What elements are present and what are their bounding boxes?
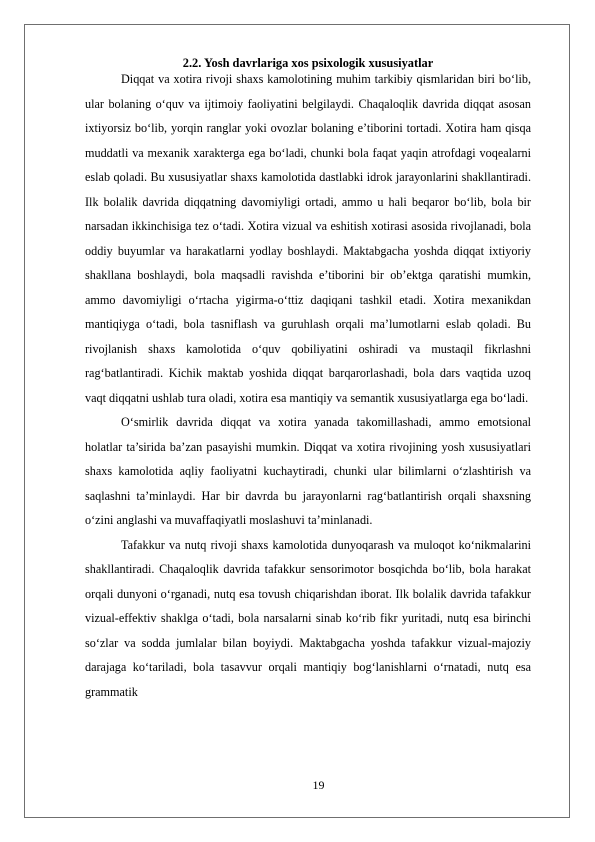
paragraph-3: Tafakkur va nutq rivoji shaxs kamolotida dunyoqarash va muloqot ko‘nikmalarini shakllantiradi. Chaqaloqlik davrida tafakkur sensorimotor bosqichda bo‘lib, bola harakat orqali dunyoni o‘rganadi, nutq esa tovush chiqarishdan iborat. Ilk bolalik davrida tafakkur vizual-effektiv shaklga o‘tadi, bola narsalarni sinab ko‘rib fikr yuritadi, nutq esa birinchi so‘zlar va sodda jumlalar bilan boyiydi. Maktabgacha yoshda tafakkur vizual-majoziy darajaga ko‘tariladi, bola tasavvur orqali mantiqiy bog‘lanishlarni o‘rnatadi, nutq esa grammatik: [85, 537, 531, 699]
section-heading: 2.2. Yosh davrlariga xos psixologik xususiyatlar: [182, 56, 434, 70]
paragraph-2: O‘smirlik davrida diqqat va xotira yanada takomillashadi, ammo emotsional holatlar ta’sirida ba’zan pasayishi mumkin. Diqqat va xotira rivojining yosh xususiyatlari shaxs kamolotida aqliy faoliyatni kuchaytiradi, chunki ular bilimlarni o‘zlashtirish va saqlashni ta’minlaydi. Har bir davrda bu jarayonlarni rag‘batlantirish orqali shaxsning o‘zini anglashi va muvaffaqiyatli moslashuvi ta’minlanadi.: [85, 415, 531, 527]
paragraph-1: Diqqat va xotira rivoji shaxs kamolotining muhim tarkibiy qismlaridan biri bo‘lib, ular bolaning o‘quv va ijtimoiy faoliyatini belgilaydi. Chaqaloqlik davrida diqqat asosan ixtiyorsiz bo‘lib, yorqin ranglar yoki ovozlar bolaning e’tiborini tortadi. Xotira ham qisqa muddatli va mexanik xarakterga ega bo‘ladi, chunki bola faqat yaqin atrofdagi voqealarni eslab qoladi. Bu xususiyatlar shaxs kamolotida dastlabki idrok jarayonlarini shakllantiradi. Ilk bolalik davrida diqqatning davomiyligi ortadi, ammo u hali beqaror bo‘lib, bola bir narsadan ikkinchisiga tez o‘tadi. Xotira vizual va eshitish xotirasi asosida rivojlanadi, bola oddiy buyumlar va harakatlarni yodlay boshlaydi. Maktabgacha yoshda diqqat ixtiyoriy shakllana boshlaydi, bola maqsadli ravishda e’tiborini bir ob’ektga qaratishi mumkin, ammo davomiyligi o‘rtacha yigirma-o‘ttiz daqiqani tashkil etadi. Xotira mexanikdan mantiqiyga o‘tadi, bola tasniflash va guruhlash orqali ma’lumotlarni eslab qoladi. Bu rivojlanish shaxs kamolotida o‘quv qobiliyatini oshiradi va mustaqil fikrlashni rag‘batlantiradi. Kichik maktab yoshida diqqat barqarorlashadi, bola dars vaqtida uzoq vaqt diqqatni ushlab tura oladi, xotira esa mantiqiy va semantik xususiyatlarga ega bo‘ladi.: [85, 72, 531, 405]
page-number: 19: [312, 778, 325, 792]
document-body: [85, 55, 531, 704]
